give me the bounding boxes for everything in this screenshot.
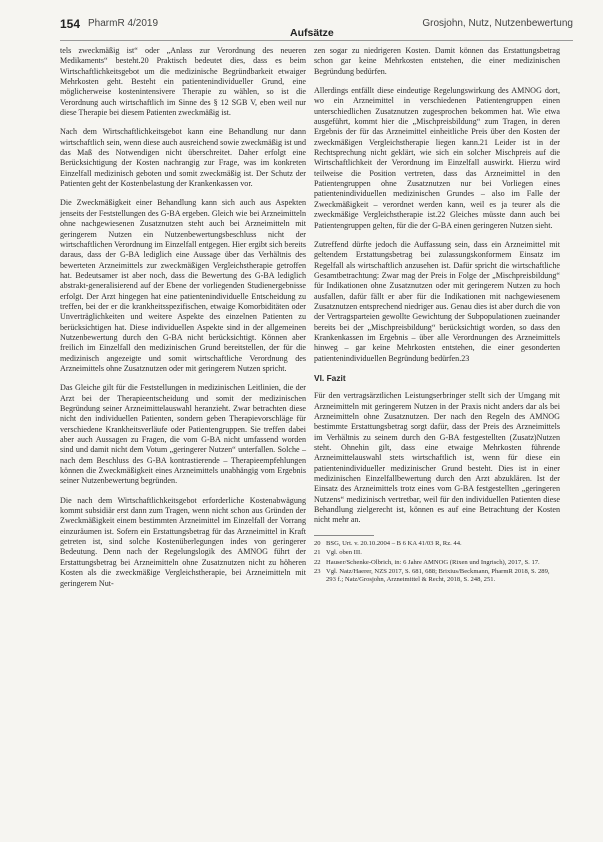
- footnotes: [314, 540, 560, 585]
- left-column: [60, 46, 306, 598]
- paragraph: zen sogar zu niedrigeren Kosten. Damit können das Erstattungsbetrag schon gar keine Mehrkosten entstehen, die einer medizinischen Begründung bedürfen.: [314, 46, 560, 76]
- paragraph: Die nach dem Wirtschaftlichkeitsgebot erforderliche Kostenabwägung kommt subsidiär erst dann zum Tragen, wenn nicht schon aus Gründen der Zweckmäßigkeit einem bestimmten Arzneimittel im Einzelfall der Vorrang einzuräumen ist. Sofern ein Erstattungsbetrag für das Arzneimittel in Kraft getreten ist, sind solche Kostenüberlegungen indes von geringerer Bedeutung. Denn nach der Regelungslogik des AMNOG führt der Erstattungsbetrag bei Arzneimitteln ohne Zusatznutzen nicht zu höheren Kosten als die zweckmäßige Vergleichstherapie, bei Arzneimitteln mit geringerem Nut-: [60, 495, 306, 588]
- footnote-number: 20: [314, 539, 321, 547]
- footnote-text: Vgl. Natz/Haerer, NZS 2017, S. 681, 688; Brixius/Beckmann, PharmR 2018, S. 289, 293 f.; Natz/Grosjohn, Arzneimittel & Recht, 2018, S. 248, 251.: [326, 568, 550, 584]
- section-label: Aufsätze: [290, 27, 334, 39]
- paragraph: Zutreffend dürfte jedoch die Auffassung sein, dass ein Arzneimittel mit geltendem Erstattungsbetrag bei zulassungskonformem Einsatz im Regelfall als wirtschaftlich anzusehen ist. Dafür spricht die wirtschaftliche Gesamtbetrachtung: Zwar mag der Preis in Folge der „Mischpreisbildung“ für Indikationen ohne Zusatznutzen oder mit geringerem Nutzen zu hoch ausfallen, dafür fällt er aber für die Indikationen mit nachgewiesenem Zusatznutzen entsprechend niedriger aus. Genau dies ist aber durch die von der Vertragsparteien gewollte Gewichtung der Subpopulationen zueinander bereits bei der „Mischpreisbildung“ berücksichtigt worden, so dass den Krankenkassen im Ergebnis – über alle Verordnungen des Arzneimittels hinweg – gar keine Mehrkosten entstehen, die einer gesonderten patientenindividuellen Begründung bedürfen.23: [314, 239, 560, 363]
- footnote-number: 22: [314, 558, 321, 566]
- footnote-text: BSG, Urt. v. 20.10.2004 – B 6 KA 41/03 R, Rz. 44.: [326, 539, 462, 547]
- page-number: 154: [60, 17, 81, 31]
- running-author-title: Grosjohn, Nutz, Nutzenbewertung: [422, 18, 573, 29]
- section-heading: VI. Fazit: [314, 372, 346, 383]
- paragraph: Für den vertragsärztlichen Leistungserbringer stellt sich der Umgang mit Arzneimitteln mit geringerem Nutzen in der Praxis nicht anders dar als bei Arzneimitteln ohne Zusatznutzen. Der nach den Regeln des AMNOG bestimmte Erstattungsbetrag sorgt dafür, dass der Preis des Arzneimittels im Verhältnis zu seinem durch den G-BA festgestellten (Zusatz)Nutzen steht. Ohnehin gilt, dass eine etwaige Mehrkosten führende Arzneimittelauswahl stets wirtschaftlich ist, wenn für diese ein patientenindividueller medizinischer Grund besteht. Dies ist in einer medizinischen Einzelfallbewertung durch den Arzt abzuklären. Ist der Einsatz des Arzneimittels trotz eines vom G-BA festgestellten „geringeren Nutzens“ medizinisch vertretbar, weil für den individuellen Patienten diese Behandlung zielgerecht ist, können es auf eine Betrachtung der Kosten nicht mehr an.: [314, 391, 560, 525]
- footnote-text: Hauser/Schenke-Olbrich, in: 6 Jahre AMNOG (Rixen und Ingrisch), 2017, S. 17.: [326, 558, 540, 566]
- footnote: [314, 540, 560, 548]
- right-column: [314, 46, 560, 586]
- paragraph: Die Zweckmäßigkeit einer Behandlung kann sich auch aus Aspekten jenseits der Feststellungen des G-BA ergeben. Gleich wie bei Arzneimitteln ohne nachgewiesenen Zusatznutzen steht auch bei Arzneimitteln mit geringerem Nutzen ein Nutzenbewertungsbeschluss nicht der wirtschaftlichen Verordnung im Einzelfall entgegen. Hier ergibt sich bereits daraus, dass der G-BA lediglich eine Aussage über das Verhältnis des bewerteten Arzneimittels zur zweckmäßigen Vergleichstherapie getroffen hat. Bedeutsamer ist aber noch, dass die Bewertung des G-BA lediglich abstrakt-generalisierend auf der Ebene der vorliegenden Studienergebnisse erfolgt. Der Arzt hingegen hat eine patientenindividuelle Entscheidung zu treffen, bei der er die krankheitsspezifischen, etwaige Komorbiditäten oder Unverträglichkeiten und weitere Aspekte des einzelnen Patienten zu berücksichtigen hat. Diese individuellen Aspekte sind in der allgemeinen Nutzenbewertung durch den G-BA nicht berücksichtigt. Können aber freilich im Einzelfall den medizinischen Grund bereitstellen, der für die medizinisch angezeigte und somit wirtschaftliche Verordnung des Arzneimittels ohne Zusatznutzen oder mit geringerem Nutzen spricht.: [60, 198, 306, 373]
- footnote: [314, 549, 560, 557]
- paragraph: Das Gleiche gilt für die Feststellungen in medizinischen Leitlinien, die der Arzt bei der Therapieentscheidung und somit der medizinischen Begründung seiner Arzneimittelauswahl heranzieht. Zwar betrachten diese nicht den individuellen Patienten, sondern geben Therapievorschläge für verschiedene Krankheitsverläufe oder Patientengruppen. Sie treffen dabei aber auch Aussagen zu Fragen, die vom G-BA nicht umfassend worden sind und damit nicht dem Votum „geringerer Nutzen“ unterfallen. Solche – nach dem Beschluss des G-BA kontrastierende – Therapieempfehlungen können die Zweckmäßigkeit eines Arzneimittels unabhängig vom Ergebnis seiner Nutzenbewertung begründen.: [60, 383, 306, 486]
- page-header: [0, 0, 603, 40]
- footnote-text: Vgl. oben III.: [326, 549, 362, 557]
- footnote: [314, 559, 560, 567]
- journal-citation: PharmR 4/2019: [88, 18, 159, 29]
- paragraph: Nach dem Wirtschaftlichkeitsgebot kann eine Behandlung nur dann wirtschaftlich sein, wenn diese auch ausreichend sowie zweckmäßig ist und das Maß des Notwendigen nicht überschreitet. Daher erfolgt eine Berücksichtigung der Kosten nachrangig zur Frage, was im konkreten Einzelfall medizinisch geboten und somit zweckmäßig ist. Der Schutz der Patienten geht der Kostenbelastung der Krankenkassen vor.: [60, 127, 306, 189]
- paragraph: Allerdings entfällt diese eindeutige Regelungswirkung des AMNOG dort, wo ein Arzneimittel in verschiedenen Patientengruppen einen unterschiedlichen Zusatznutzen zugesprochen bekommen hat. Wie etwa ausgeführt, kommt hier die „Mischpreisbildung“ zum Tragen, in deren Ergebnis der für das Arzneimittel einheitliche Preis über den Kosten der zweckmäßigen Vergleichstherapie liegen kann.21 Leider ist in der Rechtsprechung nicht geklärt, wie sich ein solcher Mischpreis auf die Wirtschaftlichkeit der Verordnung im Einzelfall auswirkt. Hierzu wird teilweise die Position vertreten, dass das Arzneimittel in den Patientengruppen ohne Zusatznutzen nur bei Vorliegen eines patientenindividuellen medizinischen Grundes – also im Falle der Zweckmäßigkeit – verordnet werden kann, weil es ja teurer als die zweckmäßige Vergleichstherapie ist.22 Gleiches müsste dann auch bei Patientengruppen gelten, für die der G-BA einen geringeren Nutzen sieht.: [314, 86, 560, 230]
- footnote-number: 21: [314, 549, 321, 557]
- footnote: [314, 568, 560, 585]
- header-rule: [60, 40, 573, 41]
- footnote-number: 23: [314, 568, 321, 575]
- paragraph: tels zweckmäßig ist“ oder „Anlass zur Verordnung des neueren Medikaments“ besteht.20 Praktisch bedeutet dies, dass es beim Wirtschaftlichkeitsgebot um die medizinische Begründbarkeit etwaiger Mehrkosten geht. Besteht ein patientenindividueller Grund, eine möglicherweise kostenintensivere Therapie zu wählen, so ist die Verordnung auch wirtschaftlich im Sinne des § 12 SGB V, eben weil nur diese Therapie bei diesem Patienten zweckmäßig ist.: [60, 46, 306, 118]
- footnote-rule: [314, 535, 374, 536]
